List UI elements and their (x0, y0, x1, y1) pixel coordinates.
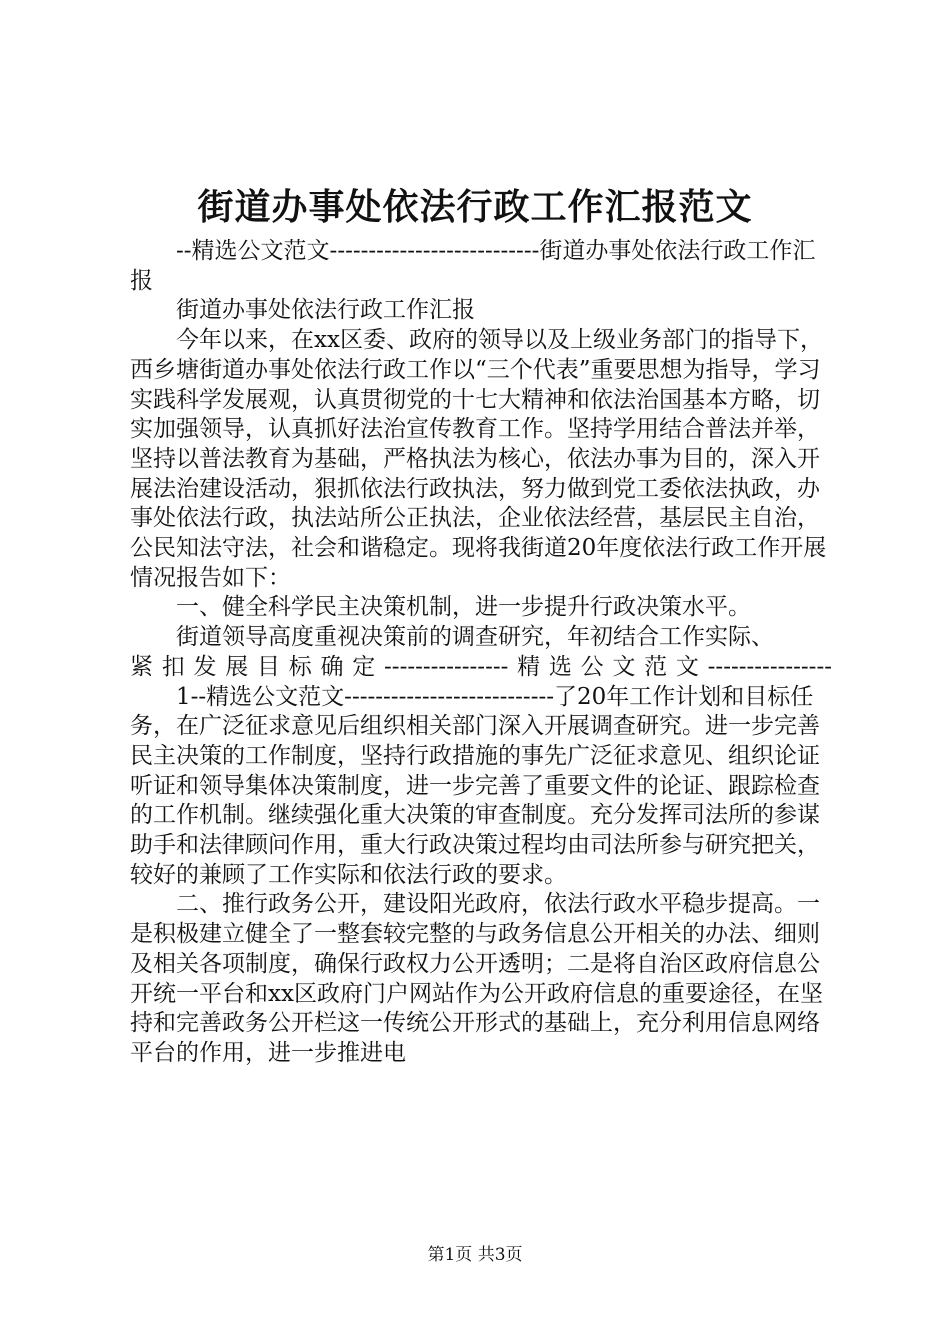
watermark-line: 紧扣发展目标确定----------------精选公文范文---------------- (130, 653, 832, 680)
paragraph: 今年以来，在xx区委、政府的领导以及上级业务部门的指导下，西乡塘街道办事处依法行政工作以“三个代表”重要思想为指导，学习实践科学发展观，认真贯彻党的十七大精神和依法治国基本方略，切实加强领导，认真抓好法治宣传教育工作。坚持学用结合普法并举，坚持以普法教育为基础，严格执法为核心，依法办事为目的，深入开展法治建设活动，狠抓依法行政执法，努力做到党工委依法执政，办事处依法行政，执法站所公正执法，企业依法经营，基层民主自治，公民知法守法，社会和谐稳定。现将我街道20年度依法行政工作开展情况报告如下： (130, 327, 827, 591)
document-title: 街道办事处依法行政工作汇报范文 (197, 186, 753, 228)
page-number: 第1页 共3页 (427, 1245, 523, 1265)
paragraph: 街道领导高度重视决策前的调查研究，年初结合工作实际、 (176, 624, 774, 651)
section-heading: 一、健全科学民主决策机制，进一步提升行政决策水平。 (176, 594, 751, 621)
paragraph: 二、推行政务公开，建设阳光政府，依法行政水平稳步提高。一是积极建立健全了一整套较完整的与政务信息公开相关的办法、细则及相关各项制度，确保行政权力公开透明；二是将自治区政府信息公开统一平台和xx区政府门户网站作为公开政府信息的重要途径，在坚持和完善政务公开栏这一传统公开形式的基础上，充分利用信息网络平台的作用，进一步推进电 (130, 891, 823, 1066)
document-body (130, 237, 832, 1069)
header-line: --精选公文范文---------------------------街道办事处依法行政工作汇报 (130, 238, 816, 294)
paragraph: 街道办事处依法行政工作汇报 (176, 297, 475, 324)
paragraph: 1--精选公文范文---------------------------了20年工作计划和目标任务，在广泛征求意见后组织相关部门深入开展调查研究。进一步完善民主决策的工作制度，坚持行政措施的事先广泛征求意见、组织论证听证和领导集体决策制度，进一步完善了重要文件的论证、跟踪检查的工作机制。继续强化重大决策的审查制度。充分发挥司法所的参谋助手和法律顾问作用，重大行政决策过程均由司法所参与研究把关，较好的兼顾了工作实际和依法行政的要求。 (130, 683, 820, 888)
